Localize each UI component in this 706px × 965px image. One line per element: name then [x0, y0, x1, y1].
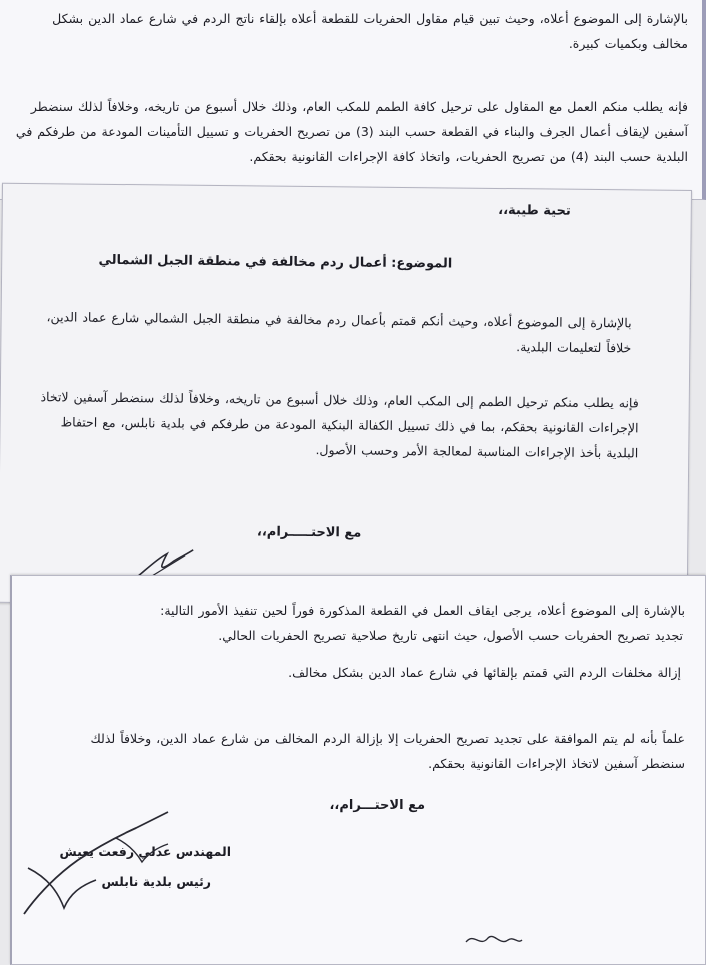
bottom-closing: مع الاحتـــرام،،	[329, 798, 425, 813]
letter-sheet-top	[0, 0, 706, 200]
signatory-title: المهندس عدلي رفعت يعيش	[59, 844, 231, 859]
signatory-role: رئيس بلدية نابلس	[101, 874, 211, 889]
letter-sheet-bottom	[10, 575, 706, 965]
subject-line: الموضوع: أعمال ردم مخالفة في منطقة الجبل الشمالي	[98, 252, 453, 272]
signature-scribble	[18, 808, 178, 918]
bottom-item-2: إزالة مخلفات الردم التي قمتم بإلقائها في شارع عماد الدين بشكل مخالف.	[288, 665, 681, 680]
bottom-paragraph-2: علماً بأنه لم يتم الموافقة على تجديد تصريح الحفريات إلا بإزالة الردم المخالف من شارع عماد الدين، وخلافاً لذلك سنضطر آسفين لاتخاذ الإجراءات القانونية بحقكم.	[90, 731, 685, 771]
bottom-item-1: تجديد تصريح الحفريات حسب الأصول، حيث انتهى تاريخ صلاحية تصريح الحفريات الحالي.	[218, 628, 683, 643]
top-paragraph-2: فإنه يطلب منكم العمل مع المقاول على ترحيل كافة الطمم للمكب العام، وذلك خلال أسبوع من تاريخه، وخلافاً لذلك سنضطر آسفين لإيقاف أعمال الجرف والبناء في القطعة حسب البند (3) من تصريح الحفريات و تسييل التأمينات المودعة من طرفكم في البلدية حسب البند (4) من تصريح الحفريات، واتخاذ كافة الإجراءات القانونية بحقكم.	[15, 99, 688, 164]
middle-paragraph-2: فإنه يطلب منكم ترحيل الطمم إلى المكب العام، وذلك خلال أسبوع من تاريخه، وخلافاً لذلك سنضطر آسفين لاتخاذ الإجراءات القانونية بحقكم، بما في ذلك تسييل الكفالة البنكية المودعة من طرفكم في بلدية نابلس، مع احتفاظ البلدية بأخذ الإجراءات المناسبة لمعالجة الأمر وحسب الأصول.	[40, 389, 639, 461]
greeting: تحية طيبة،،	[498, 202, 571, 219]
middle-paragraph-1: بالإشارة إلى الموضوع أعلاه، وحيث أنكم قمتم بأعمال ردم مخالفة في منطقة الجبل الشمالي شارع عماد الدين، خلافاً لتعليمات البلدية.	[46, 309, 632, 356]
bottom-intro: بالإشارة إلى الموضوع أعلاه، يرجى ايقاف العمل في القطعة المذكورة فوراً لحين تنفيذ الأمور التالية:	[160, 603, 685, 618]
letter-sheet-middle	[0, 183, 692, 610]
handwritten-mark	[464, 928, 524, 952]
top-paragraph-1: بالإشارة إلى الموضوع أعلاه، وحيث تبين قيام مقاول الحفريات للقطعة أعلاه بإلقاء ناتج الردم في شارع عماد الدين بشكل مخالف وبكميات كبيرة.	[52, 11, 688, 51]
middle-closing: مع الاحتـــــرام،،	[256, 524, 362, 541]
